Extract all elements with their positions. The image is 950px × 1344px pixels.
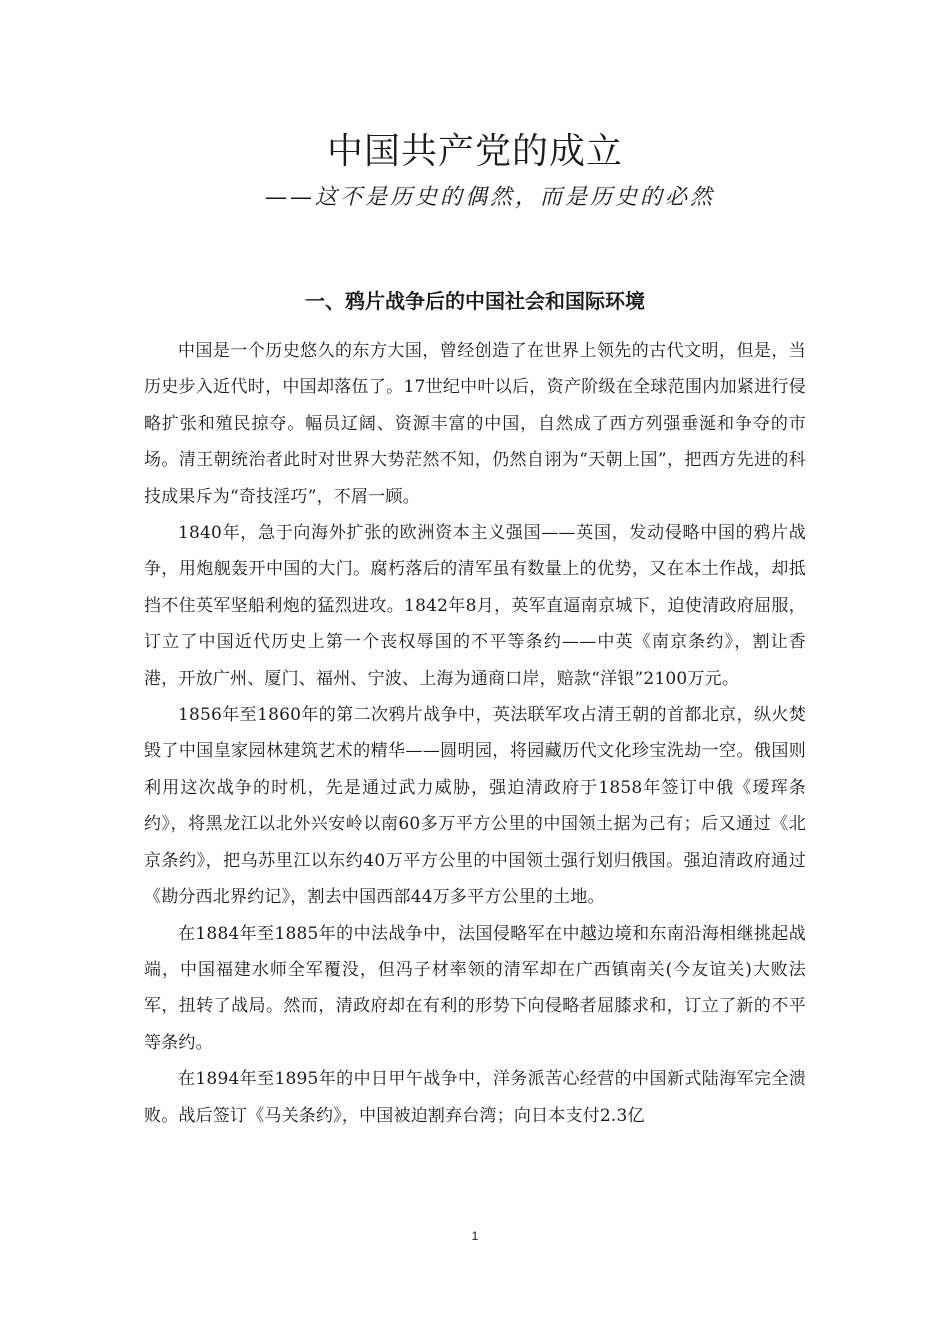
document-subtitle: ——这不是历史的偶然，而是历史的必然 bbox=[264, 185, 715, 210]
paragraph-3: 1856年至1860年的第二次鸦片战争中，英法联军攻占清王朝的首都北京，纵火焚毁了中国皇家园林建筑艺术的精华——圆明园，将园藏历代文化珍宝洗劫一空。俄国则利用这次战争的时机，先是通过武力威胁，强迫清政府于1858年签订中俄《瑷珲条约》，将黑龙江以北外兴安岭以南60多万平方公里的中国领土据为己有；后又通过《北京条约》，把乌苏里江以东约40万平方公里的中国领土强行划归俄国。强迫清政府通过《勘分西北界约记》，割去中国西部44万多平方公里的土地。 bbox=[144, 705, 806, 908]
paragraph-2: 1840年，急于向海外扩张的欧洲资本主义强国——英国，发动侵略中国的鸦片战争，用炮舰轰开中国的大门。腐朽落后的清军虽有数量上的优势，又在本土作战，却抵挡不住英军坚船利炮的猛烈进攻。1842年8月，英军直逼南京城下，迫使清政府屈服，订立了中国近代历史上第一个丧权辱国的不平等条约——中英《南京条约》，割让香港，开放广州、厦门、福州、宁波、上海为通商口岸，赔款“洋银”2100万元。 bbox=[144, 523, 806, 689]
paragraph-4: 在1884年至1885年的中法战争中，法国侵略军在中越边境和东南沿海相继挑起战端，中国福建水师全军覆没，但冯子材率领的清军却在广西镇南关(今友谊关)大败法军，扭转了战局。然而，清政府却在有利的形势下向侵略者屈膝求和，订立了新的不平等条约。 bbox=[144, 923, 806, 1053]
body-text bbox=[144, 333, 806, 1134]
document-title: 中国共产党的成立 bbox=[326, 131, 623, 172]
paragraph-5: 在1894年至1895年的中日甲午战争中，洋务派苦心经营的中国新式陆海军完全溃败。战后签订《马关条约》，中国被迫割弃台湾；向日本支付2.3亿 bbox=[144, 1069, 806, 1126]
paragraph-1: 中国是一个历史悠久的东方大国，曾经创造了在世界上领先的古代文明，但是，当历史步入近代时，中国却落伍了。17世纪中叶以后，资产阶级在全球范围内加紧进行侵略扩张和殖民掠夺。幅员辽阔、资源丰富的中国，自然成了西方列强垂涎和争夺的市场。清王朝统治者此时对世界大势茫然不知，仍然自诩为“天朝上国”，把西方先进的科技成果斥为“奇技淫巧”，不屑一顾。 bbox=[144, 341, 806, 507]
page-number: 1 bbox=[471, 1229, 479, 1243]
section-heading: 一、鸦片战争后的中国社会和国际环境 bbox=[305, 289, 645, 313]
